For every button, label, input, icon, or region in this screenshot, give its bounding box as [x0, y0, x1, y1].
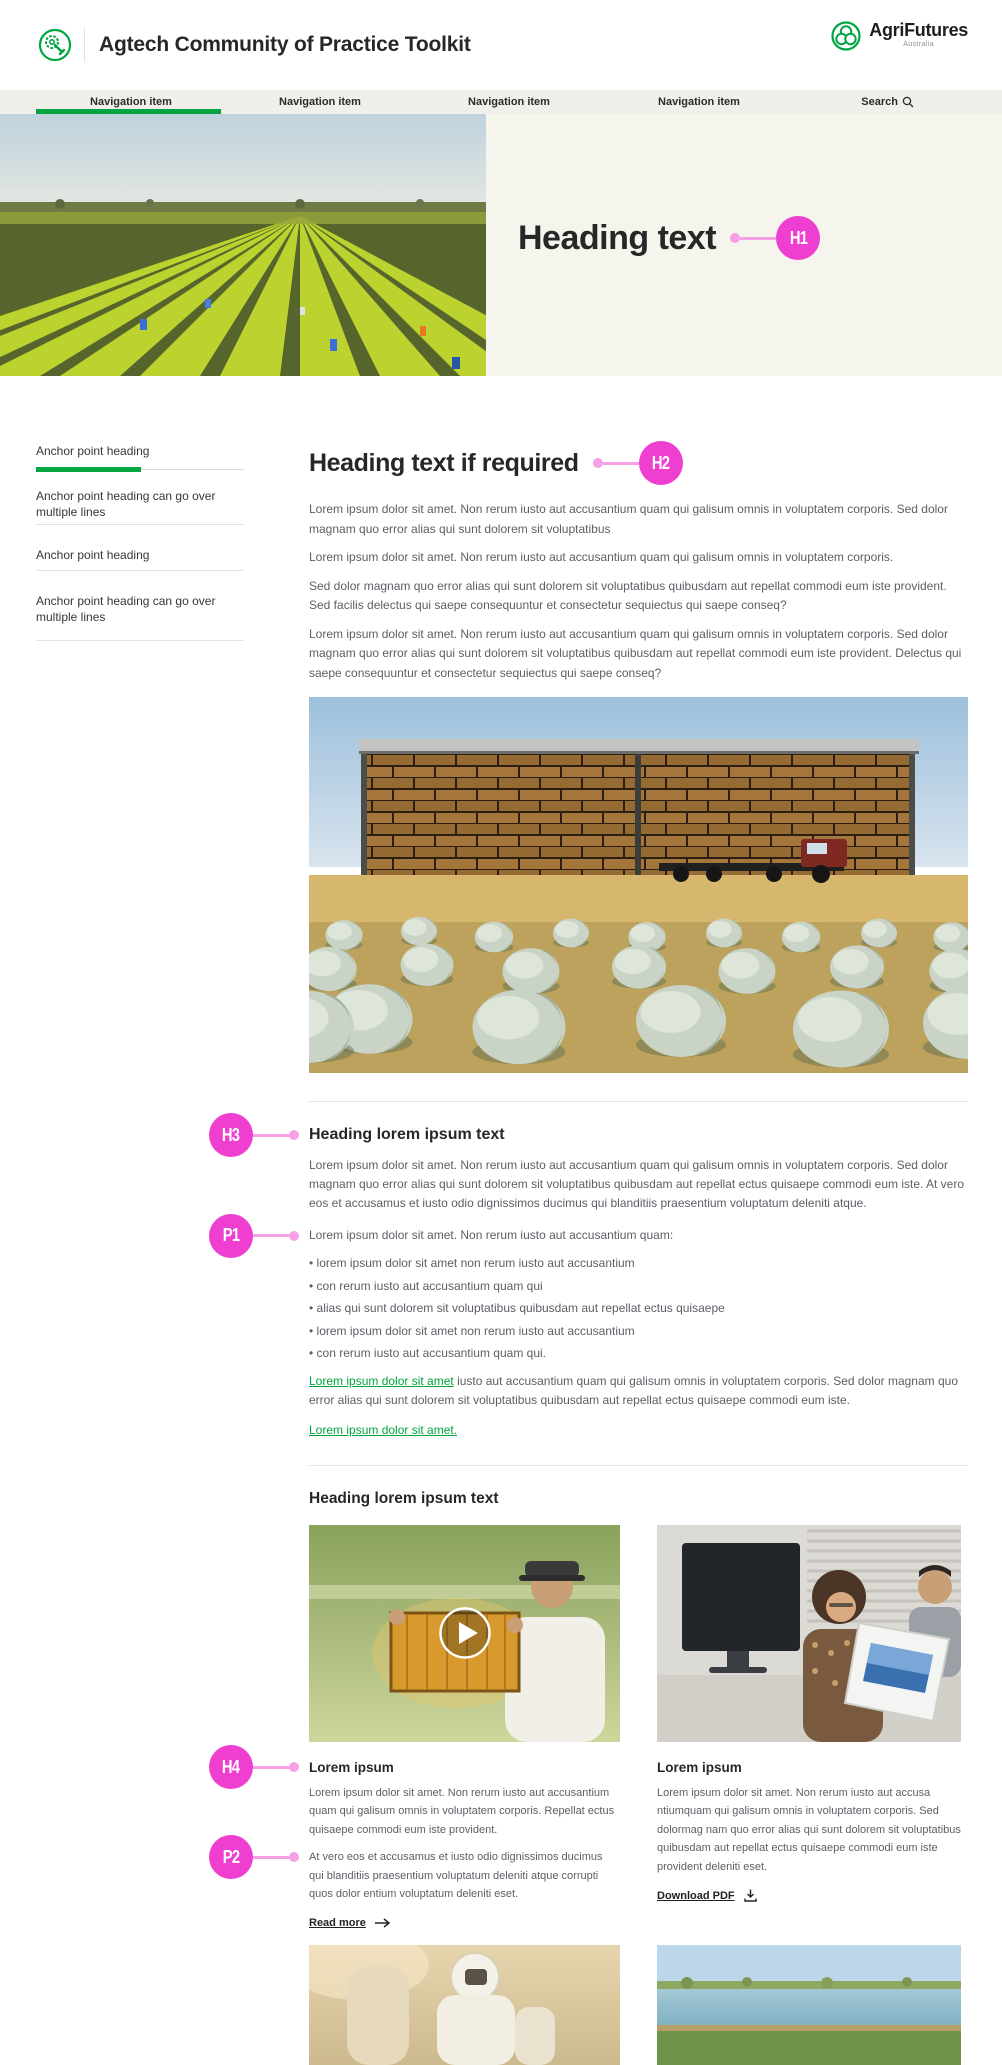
card-image-office[interactable] [657, 1525, 961, 1742]
site-header [0, 0, 1002, 90]
annotation-line [253, 1856, 289, 1859]
annotation-dot [289, 1852, 299, 1862]
h2-annotation [593, 441, 683, 485]
p1-annotation [209, 1214, 299, 1258]
annotation-dot [289, 1231, 299, 1241]
search-button[interactable] [861, 96, 914, 108]
paragraph-with-link [309, 1372, 968, 1410]
next-card-row [309, 1945, 968, 2065]
card-video [222, 1525, 620, 1929]
annotation-line [253, 1234, 289, 1237]
annotation-dot [730, 233, 740, 243]
article-image-hay-bales [309, 697, 968, 1073]
bullet-item: • con rerum iusto aut accusantium quam qui. [309, 1342, 968, 1365]
anchor-nav [36, 436, 244, 641]
anchor-active-underline [36, 467, 244, 472]
agrifutures-icon [830, 20, 862, 52]
p2-annotation [209, 1835, 299, 1879]
brand-name: AgriFutures [869, 20, 968, 40]
annotation-line [253, 1766, 289, 1769]
anchor-link-3[interactable]: Anchor point heading [36, 548, 150, 562]
brand-tagline: Australia [903, 41, 935, 48]
video-thumbnail-beekeeper[interactable] [309, 1525, 620, 1742]
card-title: Lorem ipsum [309, 1759, 394, 1775]
download-pdf-link[interactable]: Download PDF [657, 1889, 961, 1902]
body-paragraph: Lorem ipsum dolor sit amet. Non rerum iusto aut accusantium quam qui galisum omnis in voluptatem corporis. Sed dolor magnam quo error alias qui sunt dolorem sit voluptatibus [309, 502, 948, 536]
card-paragraph: Lorem ipsum dolor sit amet. Non rerum iusto aut accusa ntiumquam qui galisum omnis in voluptatem corporis. Sed dolormag nam quo error alias qui sunt dolorem sit voluptatibus quibusdam aut repellat ectus quisaepe commodi eum iste provident deleniti eset. [657, 1786, 961, 1873]
arrow-right-icon [375, 1918, 391, 1928]
active-nav-indicator [36, 109, 221, 114]
p2-badge: P2 [209, 1835, 253, 1879]
annotation-dot [593, 458, 603, 468]
header-divider [84, 28, 85, 62]
card-image-landscape[interactable] [657, 1945, 961, 2065]
standalone-text-link[interactable]: Lorem ipsum dolor sit amet. [309, 1422, 458, 1437]
agrifutures-logo[interactable] [830, 20, 968, 52]
annotation-line [253, 1134, 289, 1137]
h4-annotation [209, 1745, 299, 1789]
body-paragraph: Sed dolor magnam quo error alias qui sunt dolorem sit voluptatibus quibusdam aut repellat commodi eum iste provident. Sed facilis delectus qui saepe consequuntur et consectetur sequiectus qui saepe conseq? [309, 578, 947, 612]
play-button-icon[interactable] [438, 1606, 492, 1660]
toolkit-logo-icon[interactable] [38, 28, 72, 62]
hero-image-vineyard [0, 114, 486, 376]
section-divider [309, 1101, 968, 1102]
main-region [0, 376, 1002, 2065]
anchor-link-1[interactable]: Anchor point heading [36, 444, 150, 458]
cards-section-heading: Heading lorem ipsum text [309, 1489, 499, 1507]
bullet-list [309, 1252, 968, 1365]
h3-annotation [209, 1113, 299, 1157]
h1-annotation [730, 216, 820, 260]
hero-heading: Heading text [518, 218, 717, 257]
annotation-line [740, 237, 776, 240]
h1-badge: H1 [776, 216, 820, 260]
article-heading: Heading text if required [309, 448, 579, 477]
nav-item-3[interactable]: Navigation item [468, 96, 550, 108]
anchor-divider [36, 640, 244, 641]
bullet-item: • alias qui sunt dolorem sit voluptatibus quibusdam aut repellat ectus quisaepe [309, 1297, 968, 1320]
nav-item-1[interactable]: Navigation item [90, 96, 172, 108]
list-intro: Lorem ipsum dolor sit amet. Non rerum iusto aut accusantium quam: [309, 1228, 674, 1242]
card-image-beekeepers[interactable] [309, 1945, 620, 2065]
section-divider [309, 1465, 968, 1466]
page-title: Agtech Community of Practice Toolkit [99, 33, 471, 56]
search-label: Search [861, 96, 898, 108]
inline-text-link[interactable]: Lorem ipsum dolor sit amet [309, 1373, 454, 1388]
card-paragraph-annotated: P2 At vero eos et accusamus et iusto odio dignissimos ducimus qui blanditiis praesentium voluptatum deleniti atque corrupti quos dolor entium voluptatum deleniti eset. [309, 1848, 620, 1904]
card-title: Lorem ipsum [657, 1759, 742, 1775]
section-heading: Heading lorem ipsum text [309, 1126, 505, 1143]
annotation-dot [289, 1762, 299, 1772]
anchor-link-2[interactable]: Anchor point heading can go over multiple lines [36, 489, 216, 519]
hero-heading-panel [486, 114, 1002, 376]
search-icon [902, 96, 914, 108]
nav-item-2[interactable]: Navigation item [279, 96, 361, 108]
h4-badge: H4 [209, 1745, 253, 1789]
card-grid [222, 1525, 968, 1929]
bullet-item: • lorem ipsum dolor sit amet non rerum iusto aut accusantium [309, 1320, 968, 1343]
download-icon [744, 1889, 757, 1902]
annotation-line [603, 462, 639, 465]
h3-badge: H3 [209, 1113, 253, 1157]
bullet-item: • lorem ipsum dolor sit amet non rerum iusto aut accusantium [309, 1252, 968, 1275]
body-paragraph: Lorem ipsum dolor sit amet. Non rerum iusto aut accusantium quam qui galisum omnis in voluptatem corporis. Sed dolor magnam quo error alias qui sunt dolorem sit voluptatibus quibusdam aut repellat ectus quisaepe commodi eum iste. At vero eos et accusamus et iusto odio dignissimos ducimus qui blanditiis praesentium voluptatum deleniti atque. [309, 1158, 965, 1210]
body-paragraph: Lorem ipsum dolor sit amet. Non rerum iusto aut accusantium quam qui galisum omnis in voluptatem corporis. Sed dolor magnam quo error alias qui sunt dolorem sit voluptatibus quibusdam aut repellat commodi eum iste provident. Delectus qui saepe consequuntur et consectetur sequiectus qui saepe conseq? [309, 626, 962, 680]
hero-section [0, 114, 1002, 376]
link-paragraph-rest: iusto aut accusantium quam qui galisum omnis in voluptatem corporis. Sed dolor magnam quo error alias qui sunt dolorem sit voluptatibus quibusdam aut repellat ectus quisaepe commodi eum iste. [309, 1373, 958, 1407]
nav-item-4[interactable]: Navigation item [658, 96, 740, 108]
card-pdf [657, 1525, 961, 1929]
p1-badge: P1 [209, 1214, 253, 1258]
read-more-link[interactable]: Read more [309, 1917, 620, 1929]
annotation-dot [289, 1130, 299, 1140]
bullet-item: • con rerum iusto aut accusantium quam qui [309, 1275, 968, 1298]
card-paragraph: Lorem ipsum dolor sit amet. Non rerum iusto aut accusantium quam qui galisum omnis in voluptatem corporis. Repellat ectus quisaepe commodi eum iste provident. [309, 1786, 615, 1836]
anchor-link-4[interactable]: Anchor point heading can go over multiple lines [36, 594, 216, 624]
primary-nav [0, 90, 1002, 114]
article-content [222, 376, 968, 2065]
h2-badge: H2 [639, 441, 683, 485]
body-paragraph: Lorem ipsum dolor sit amet. Non rerum iusto aut accusantium quam qui galisum omnis in voluptatem corporis. [309, 550, 894, 564]
